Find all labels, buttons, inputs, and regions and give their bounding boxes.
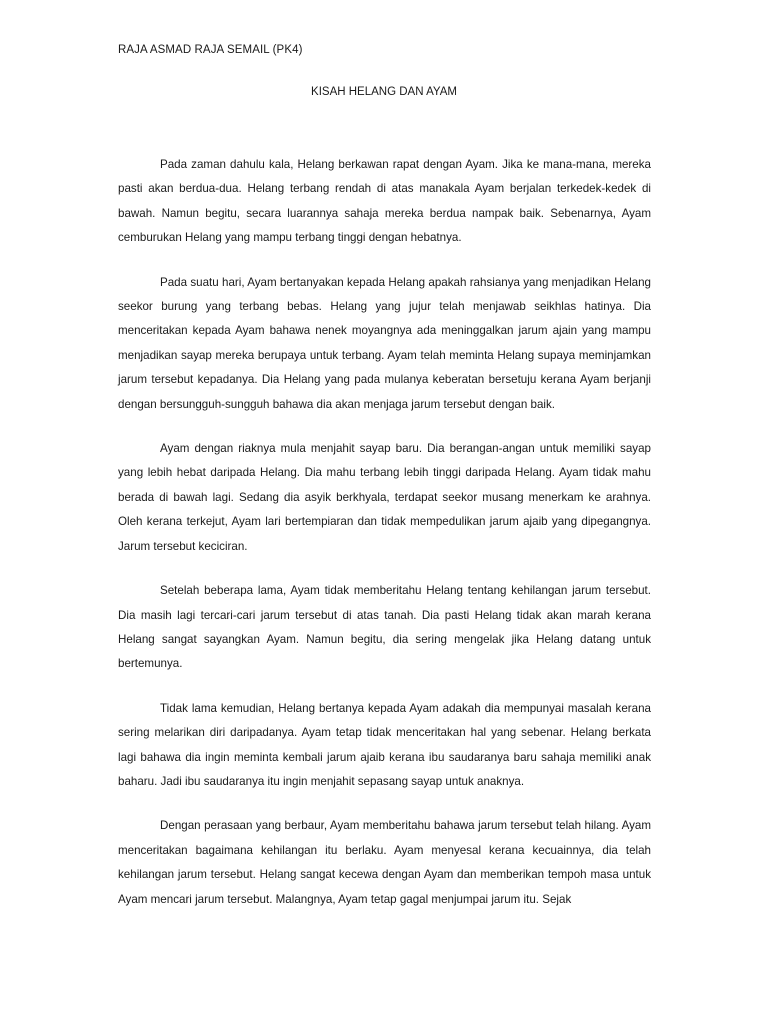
author-header: RAJA ASMAD RAJA SEMAIL (PK4): [118, 44, 303, 56]
paragraph-2: Pada suatu hari, Ayam bertanyakan kepada Helang apakah rahsianya yang menjadikan Helang seekor burung yang terbang bebas. Helang yang jujur telah menjawab seikhlas hatinya. Dia menceritakan kepada Ayam bahawa nenek moyangnya ada meninggalkan jarum ajain yang mampu menjadikan sayap mereka berupaya untuk terbang. Ayam telah meminta Helang supaya meminjamkan jarum tersebut kepadanya. Dia Helang yang pada mulanya keberatan bersetuju kerana Ayam berjanji dengan bersungguh-sungguh bahawa dia akan menjaga jarum tersebut dengan baik.: [118, 275, 651, 411]
story-body: [118, 153, 651, 932]
paragraph-4: Setelah beberapa lama, Ayam tidak memberitahu Helang tentang kehilangan jarum tersebut. Dia masih lagi tercari-cari jarum tersebut di atas tanah. Dia pasti Helang tidak akan marah kerana Helang sangat sayangkan Ayam. Namun begitu, dia sering mengelak jika Helang datang untuk bertemunya.: [118, 584, 651, 671]
story-title: KISAH HELANG DAN AYAM: [311, 86, 457, 98]
paragraph-6: Dengan perasaan yang berbaur, Ayam memberitahu bahawa jarum tersebut telah hilang. Ayam menceritakan bagaimana kehilangan itu berlaku. Ayam menyesal kerana kecuainnya, dia telah kehilangan jarum tersebut. Helang sangat kecewa dengan Ayam dan memberikan tempoh masa untuk Ayam mencari jarum tersebut. Malangnya, Ayam tetap gagal menjumpai jarum itu. Sejak: [118, 819, 651, 906]
paragraph-5: Tidak lama kemudian, Helang bertanya kepada Ayam adakah dia mempunyai masalah kerana sering melarikan diri daripadanya. Ayam tetap tidak menceritakan hal yang sebenar. Helang berkata lagi bahawa dia ingin meminta kembali jarum ajaib kerana ibu saudaranya baru sahaja memiliki anak baharu. Jadi ibu saudaranya itu ingin menjahit sepasang sayap untuk anaknya.: [118, 701, 651, 788]
paragraph-3: Ayam dengan riaknya mula menjahit sayap baru. Dia berangan-angan untuk memiliki sayap yang lebih hebat daripada Helang. Dia mahu terbang lebih tinggi daripada Helang. Ayam tidak mahu berada di bawah lagi. Sedang dia asyik berkhyala, terdapat seekor musang menerkam ke arahnya. Oleh kerana terkejut, Ayam lari bertempiaran dan tidak mempedulikan jarum ajaib yang dipegangnya. Jarum tersebut keciciran.: [118, 442, 651, 553]
paragraph-1: Pada zaman dahulu kala, Helang berkawan rapat dengan Ayam. Jika ke mana-mana, mereka pasti akan berdua-dua. Helang terbang rendah di atas manakala Ayam berjalan terkedek-kedek di bawah. Namun begitu, secara luarannya sahaja mereka berdua nampak baik. Sebenarnya, Ayam cemburukan Helang yang mampu terbang tinggi dengan hebatnya.: [118, 158, 651, 245]
